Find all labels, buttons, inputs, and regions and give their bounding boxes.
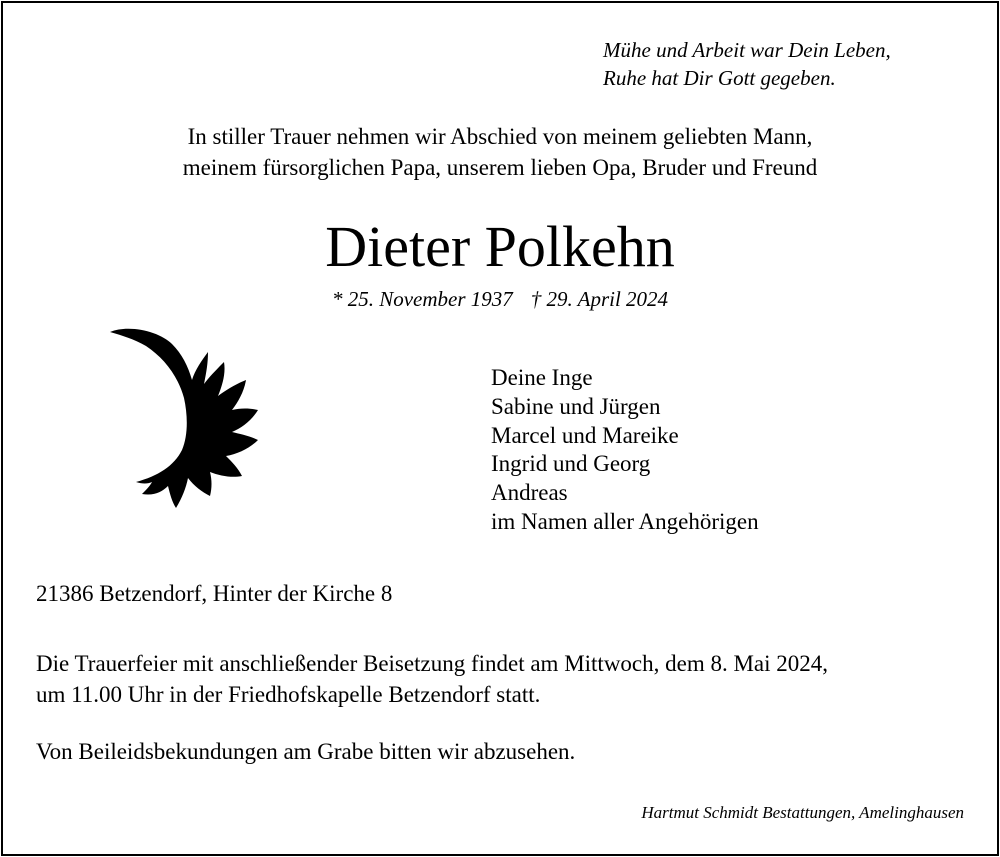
motto-line-2: Ruhe hat Dir Gott gegeben. xyxy=(603,66,836,90)
intro-line-2: meinem fürsorglichen Papa, unserem lieben Opa, Bruder und Freund xyxy=(182,155,818,180)
undertaker-credit: Hartmut Schmidt Bestattungen, Amelinghausen xyxy=(641,803,964,822)
mourners-list xyxy=(491,364,759,537)
service-line-1: Die Trauerfeier mit anschließender Beisetzung findet am Mittwoch, dem 8. Mai 2024, xyxy=(36,651,829,676)
death-date: † 29. April 2024 xyxy=(530,287,669,311)
life-dates xyxy=(0,284,1000,314)
mourner-item: Marcel und Mareike xyxy=(491,422,679,448)
service-line-2: um 11.00 Uhr in der Friedhofskapelle Betzendorf statt. xyxy=(36,682,541,707)
antler-icon xyxy=(108,326,268,516)
motto-verse xyxy=(603,36,891,92)
family-address: 21386 Betzendorf, Hinter der Kirche 8 xyxy=(36,581,393,606)
mourner-item: Deine Inge xyxy=(491,365,593,390)
mourner-item: im Namen aller Angehörigen xyxy=(491,508,759,534)
mourner-item: Sabine und Jürgen xyxy=(491,393,661,419)
deceased-name: Dieter Polkehn xyxy=(325,214,675,279)
funeral-service-info xyxy=(36,648,828,710)
intro-text xyxy=(0,121,1000,183)
condolence-note: Von Beileidsbekundungen am Grabe bitten wir abzusehen. xyxy=(36,739,576,764)
motto-line-1: Mühe und Arbeit war Dein Leben, xyxy=(603,38,891,62)
intro-line-1: In stiller Trauer nehmen wir Abschied von meinem geliebten Mann, xyxy=(187,124,813,149)
mourner-item: Andreas xyxy=(491,480,568,506)
birth-date: * 25. November 1937 xyxy=(331,287,513,311)
mourner-item: Ingrid und Georg xyxy=(491,451,651,477)
